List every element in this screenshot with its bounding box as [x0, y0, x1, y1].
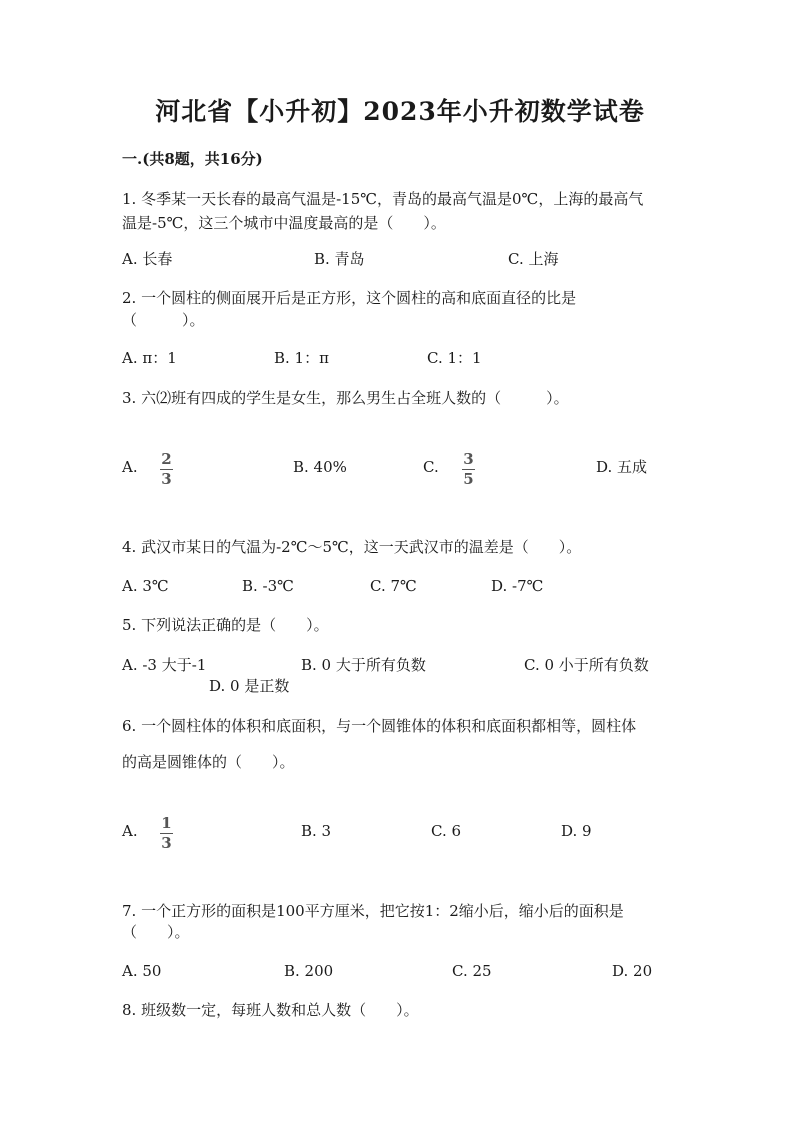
question-3-fraction-c — [462, 451, 475, 488]
question-5-option-a: A. -3 大于-1 — [122, 656, 207, 674]
fraction-denominator: 3 — [161, 834, 172, 853]
question-5-line-1: 5. 下列说法正确的是（ ）。 — [122, 616, 329, 634]
question-6-line-2: 的高是圆锥体的（ ）。 — [122, 753, 295, 771]
question-7-option-c: C. 25 — [452, 962, 492, 980]
question-5-option-c: C. 0 小于所有负数 — [524, 656, 649, 674]
question-6-option-a: A. — [122, 822, 138, 840]
question-3-option-c: C. — [423, 458, 439, 476]
question-1-option-b: B. 青岛 — [314, 250, 365, 268]
question-4-option-c: C. 7℃ — [370, 577, 417, 595]
question-1-option-c: C. 上海 — [508, 250, 559, 268]
page-title: 河北省【小升初】2023年小升初数学试卷 — [155, 97, 645, 126]
fraction-numerator: 2 — [161, 450, 172, 468]
question-6-option-d: D. 9 — [561, 822, 592, 840]
question-5-option-d: D. 0 是正数 — [209, 677, 290, 695]
question-7-option-a: A. 50 — [122, 962, 162, 980]
fraction-numerator: 3 — [463, 450, 474, 468]
question-7-line-1: 7. 一个正方形的面积是100平方厘米，把它按1：2缩小后，缩小后的面积是 — [122, 902, 624, 920]
question-3-option-a: A. — [122, 458, 138, 476]
question-4-line-1: 4. 武汉市某日的气温为-2℃～5℃，这一天武汉市的温差是（ ）。 — [122, 538, 582, 556]
question-3-option-b: B. 40% — [293, 458, 347, 476]
question-6-fraction-a — [160, 815, 173, 852]
question-7-option-d: D. 20 — [612, 962, 653, 980]
question-4-option-d: D. -7℃ — [491, 577, 544, 595]
question-1-line-2: 温是-5℃，这三个城市中温度最高的是（ ）。 — [122, 214, 446, 232]
question-1-option-a: A. 长春 — [122, 250, 173, 268]
question-1-line-1: 1. 冬季某一天长春的最高气温是-15℃，青岛的最高气温是0℃，上海的最高气 — [122, 190, 644, 208]
question-2-option-b: B. 1：π — [274, 349, 329, 367]
fraction-numerator: 1 — [161, 814, 172, 832]
question-2-option-c: C. 1：1 — [427, 349, 482, 367]
question-4-option-a: A. 3℃ — [122, 577, 169, 595]
question-6-line-1: 6. 一个圆柱体的体积和底面积，与一个圆锥体的体积和底面积都相等，圆柱体 — [122, 717, 637, 735]
fraction-denominator: 3 — [161, 470, 172, 489]
question-5-option-b: B. 0 大于所有负数 — [301, 656, 426, 674]
question-3-option-d: D. 五成 — [596, 458, 648, 476]
question-2-line-1: 2. 一个圆柱的侧面展开后是正方形，这个圆柱的高和底面直径的比是 — [122, 289, 577, 307]
question-6-option-b: B. 3 — [301, 822, 332, 840]
section-heading: 一.(共8题，共16分) — [122, 150, 263, 168]
question-7-option-b: B. 200 — [284, 962, 334, 980]
question-2-line-2: （ ）。 — [122, 311, 205, 329]
question-8-line-1: 8. 班级数一定，每班人数和总人数（ ）。 — [122, 1001, 419, 1019]
fraction-denominator: 5 — [463, 470, 474, 489]
question-6-option-c: C. 6 — [431, 822, 462, 840]
question-2-option-a: A. π：1 — [122, 349, 177, 367]
question-4-option-b: B. -3℃ — [242, 577, 294, 595]
question-3-line-1: 3. 六⑵班有四成的学生是女生，那么男生占全班人数的（ ）。 — [122, 389, 569, 407]
question-3-fraction-a — [160, 451, 173, 488]
question-7-line-2: （ ）。 — [122, 923, 190, 941]
